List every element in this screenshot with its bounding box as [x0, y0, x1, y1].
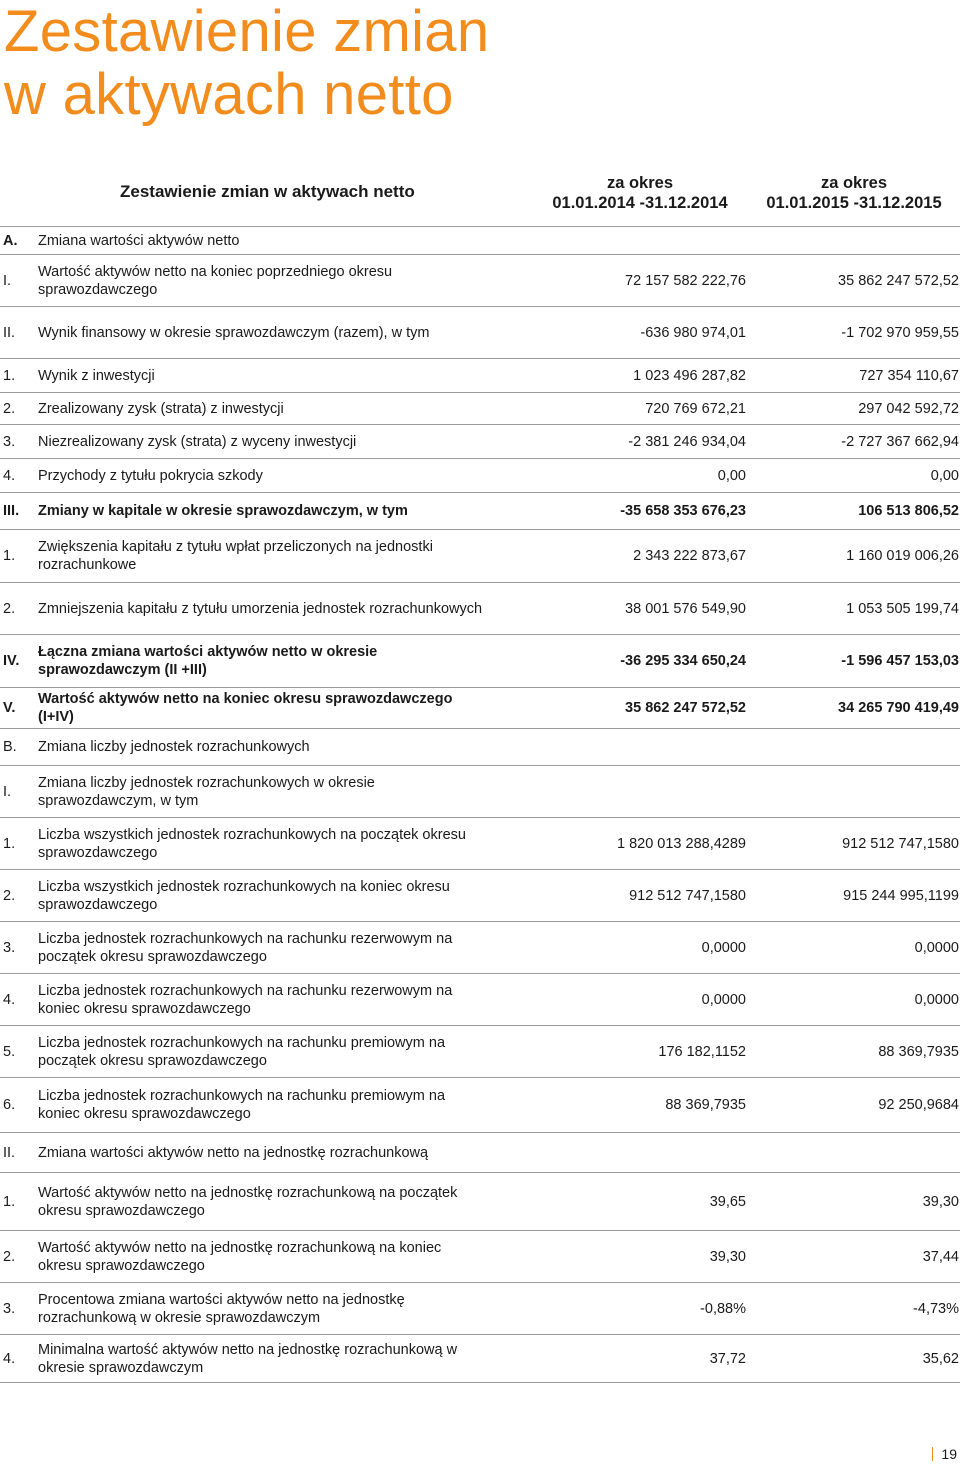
- row-number: 1.: [3, 835, 16, 852]
- row-value-2015: -2 727 367 662,94: [841, 433, 959, 450]
- row-label: Liczba jednostek rozrachunkowych na rachunku rezerwowym na koniec okresu sprawozdawczego: [38, 982, 453, 1017]
- row-number: B.: [3, 739, 17, 755]
- table-row-section-b: [0, 729, 960, 766]
- table-row: [0, 1026, 960, 1078]
- row-value-2014: 88 369,7935: [665, 1097, 746, 1113]
- page-title-line2: w aktywach netto: [4, 62, 454, 127]
- row-value-2015: 34 265 790 419,49: [838, 700, 959, 716]
- table-row: [0, 1231, 960, 1283]
- row-label: Liczba jednostek rozrachunkowych na rachunku premiowym na koniec okresu sprawozdawczego: [38, 1088, 446, 1122]
- row-label: Zrealizowany zysk (strata) z inwestycji: [38, 400, 284, 417]
- row-value-2015: 39,30: [922, 1193, 959, 1210]
- row-value-2015: -4,73%: [913, 1300, 959, 1317]
- row-number: V.: [3, 700, 16, 716]
- row-label: Zmiana wartości aktywów netto na jednostkę rozrachunkową: [38, 1144, 429, 1161]
- row-number: A.: [3, 232, 18, 249]
- row-label: Przychody z tytułu pokrycia szkody: [38, 467, 263, 484]
- row-value-2014: 39,65: [709, 1193, 746, 1210]
- table-row-section-b-ii: [0, 1133, 960, 1173]
- column-header-2014: [548, 173, 732, 213]
- row-number: I.: [3, 783, 12, 800]
- row-label: Procentowa zmiana wartości aktywów netto na jednostkę rozrachunkową w okresie sprawozdawczym: [38, 1291, 405, 1326]
- row-label: Wartość aktywów netto na koniec okresu sprawozdawczego (I+IV): [38, 691, 453, 725]
- row-label: Liczba wszystkich jednostek rozrachunkowych na koniec okresu sprawozdawczego: [38, 878, 450, 913]
- column-header-2015: [762, 173, 946, 213]
- row-number: 4.: [3, 1350, 16, 1367]
- row-value-2015: 0,00: [930, 467, 959, 484]
- row-label: Liczba jednostek rozrachunkowych na rachunku premiowym na początek okresu sprawozdawczego: [38, 1034, 446, 1069]
- row-value-2014: -35 658 353 676,23: [620, 503, 746, 519]
- row-label: Wynik z inwestycji: [38, 367, 155, 384]
- table-row: [0, 359, 960, 393]
- row-value-2014: 720 769 672,21: [645, 400, 746, 417]
- table-row: [0, 583, 960, 635]
- row-value-2015: 912 512 747,1580: [842, 835, 959, 852]
- row-value-2015: 88 369,7935: [878, 1043, 959, 1060]
- row-number: 2.: [3, 887, 16, 904]
- table-row: [0, 459, 960, 493]
- row-label: Zmniejszenia kapitału z tytułu umorzenia jednostek rozrachunkowych: [38, 600, 483, 617]
- row-value-2015: 106 513 806,52: [858, 503, 959, 519]
- column-header-2015-line1: za okres: [820, 174, 888, 192]
- row-value-2015: 1 160 019 006,26: [846, 548, 959, 564]
- row-number: 2.: [3, 1248, 16, 1265]
- page-title-line1: Zestawienie zmian: [4, 0, 490, 64]
- table-row: [0, 766, 960, 818]
- row-label: Zmiany w kapitale w okresie sprawozdawczym, w tym: [38, 503, 408, 519]
- row-value-2014: 1 023 496 287,82: [633, 367, 746, 384]
- row-value-2015: 37,44: [922, 1248, 959, 1265]
- row-value-2015: 35,62: [922, 1350, 959, 1367]
- row-number: I.: [3, 272, 12, 289]
- row-label: Wynik finansowy w okresie sprawozdawczym (razem), w tym: [38, 324, 430, 341]
- table-row: [0, 493, 960, 530]
- row-value-2015: 0,0000: [914, 939, 959, 956]
- row-number: 3.: [3, 939, 16, 956]
- table-row: [0, 1173, 960, 1231]
- row-number: 6.: [3, 1097, 16, 1113]
- row-label: Minimalna wartość aktywów netto na jednostkę rozrachunkową w okresie sprawozdawczym: [38, 1341, 458, 1376]
- table-row: [0, 818, 960, 870]
- row-value-2015: 1 053 505 199,74: [846, 600, 959, 617]
- row-number: 2.: [3, 400, 16, 417]
- row-value-2014: -2 381 246 934,04: [628, 433, 746, 450]
- table-header: [0, 170, 960, 227]
- row-label: Zmiana liczby jednostek rozrachunkowych: [38, 739, 310, 755]
- row-label: Liczba jednostek rozrachunkowych na rachunku rezerwowym na początek okresu sprawozdawczego: [38, 930, 453, 965]
- table-row: [0, 530, 960, 583]
- column-header-2014-line1: za okres: [606, 174, 674, 192]
- page-title: [4, 0, 489, 126]
- row-value-2015: -1 702 970 959,55: [841, 324, 959, 341]
- row-value-2014: 38 001 576 549,90: [625, 600, 746, 617]
- row-value-2014: -0,88%: [700, 1300, 746, 1317]
- row-value-2015: 297 042 592,72: [858, 400, 959, 417]
- row-label: Niezrealizowany zysk (strata) z wyceny inwestycji: [38, 433, 357, 450]
- row-value-2014: -36 295 334 650,24: [620, 653, 746, 669]
- row-label: Zwiększenia kapitału z tytułu wpłat przeliczonych na jednostki rozrachunkowe: [38, 539, 433, 573]
- table-row: [0, 307, 960, 359]
- row-number: IV.: [3, 653, 20, 669]
- row-value-2015: 727 354 110,67: [859, 367, 959, 384]
- table-row: [0, 393, 960, 425]
- row-number: 3.: [3, 433, 16, 450]
- row-label: Zmiana wartości aktywów netto: [38, 232, 240, 249]
- table-row: [0, 922, 960, 974]
- table-row: [0, 1335, 960, 1383]
- table-row: [0, 974, 960, 1026]
- row-label: Zmiana liczby jednostek rozrachunkowych w okresie sprawozdawczym, w tym: [38, 774, 375, 809]
- row-value-2014: 37,72: [709, 1350, 746, 1367]
- row-value-2014: 0,0000: [701, 939, 746, 956]
- table-header-title: Zestawienie zmian w aktywach netto: [120, 182, 415, 201]
- row-value-2014: 176 182,1152: [658, 1043, 746, 1060]
- row-value-2015: 35 862 247 572,52: [838, 272, 959, 289]
- row-value-2015: 0,0000: [914, 991, 959, 1008]
- table-row: [0, 870, 960, 922]
- row-value-2014: 912 512 747,1580: [629, 887, 746, 904]
- row-label: Liczba wszystkich jednostek rozrachunkowych na początek okresu sprawozdawczego: [38, 826, 466, 861]
- row-label: Wartość aktywów netto na koniec poprzedniego okresu sprawozdawczego: [38, 263, 393, 298]
- row-value-2014: 0,00: [717, 467, 746, 484]
- row-value-2014: 72 157 582 222,76: [625, 272, 746, 289]
- row-value-2015: -1 596 457 153,03: [841, 653, 959, 669]
- row-label: Łączna zmiana wartości aktywów netto w okresie sprawozdawczym (II +III): [38, 644, 378, 678]
- table-row: [0, 425, 960, 459]
- row-value-2014: 0,0000: [701, 991, 746, 1008]
- table-row: [0, 255, 960, 307]
- row-number: 3.: [3, 1300, 16, 1317]
- row-number: III.: [3, 503, 20, 519]
- row-label: Wartość aktywów netto na jednostkę rozrachunkową na koniec okresu sprawozdawczego: [38, 1239, 442, 1274]
- row-value-2014: 2 343 222 873,67: [633, 548, 746, 564]
- row-value-2014: -636 980 974,01: [640, 324, 746, 341]
- row-value-2015: 92 250,9684: [878, 1097, 959, 1113]
- row-value-2015: 915 244 995,1199: [843, 887, 959, 904]
- row-label: Wartość aktywów netto na jednostkę rozrachunkową na początek okresu sprawozdawczego: [38, 1184, 458, 1219]
- row-number: 4.: [3, 991, 16, 1008]
- row-number: 5.: [3, 1043, 16, 1060]
- column-header-2014-line2: 01.01.2014 -31.12.2014: [552, 194, 728, 212]
- row-number: 1.: [3, 548, 16, 564]
- page-number: 19: [932, 1447, 957, 1461]
- table-row: [0, 688, 960, 729]
- row-number: II.: [3, 1144, 16, 1161]
- row-number: 1.: [3, 367, 16, 384]
- table-row-section-a: [0, 227, 960, 255]
- row-number: 2.: [3, 600, 16, 617]
- row-value-2014: 35 862 247 572,52: [625, 700, 746, 716]
- row-number: II.: [3, 324, 16, 341]
- table-row: [0, 1078, 960, 1133]
- table-row: [0, 635, 960, 688]
- table-row: [0, 1283, 960, 1335]
- row-number: 4.: [3, 467, 16, 484]
- column-header-2015-line2: 01.01.2015 -31.12.2015: [766, 194, 942, 212]
- row-value-2014: 1 820 013 288,4289: [616, 835, 746, 852]
- row-value-2014: 39,30: [709, 1248, 746, 1265]
- row-number: 1.: [3, 1193, 16, 1210]
